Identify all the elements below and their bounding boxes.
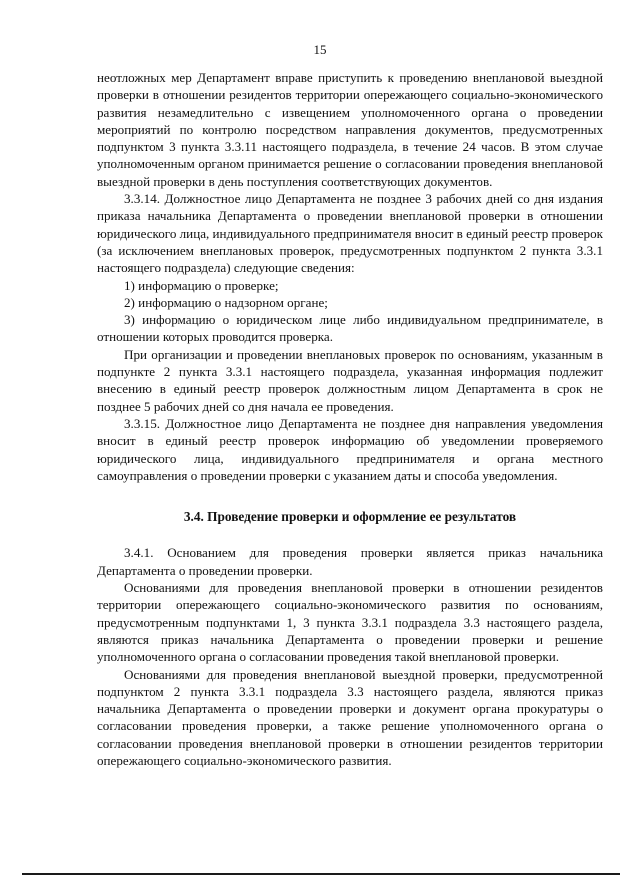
paragraph-3-3-15: 3.3.15. Должностное лицо Департамента не позднее дня направления уведомления вносит в единый реестр проверок информацию об уведомлении проверяемого юридического лица, индивидуального предпринимателя и органа местного самоуправления о проведении проверки с указанием даты и способа уведомления. xyxy=(97,415,603,483)
page-number: 15 xyxy=(313,42,327,57)
paragraph-3-3-14: 3.3.14. Должностное лицо Департамента не позднее 3 рабочих дней со дня издания приказа начальника Департамента о проведении внеплановой проверки в отношении юридического лица, индивидуального предпринимателя вносит в единый реестр проверок (за исключением внеплановых проверок, предусмотренных подпунктом 2 пункта 3.3.1 настоящего подраздела) следующие сведения: xyxy=(97,191,603,276)
paragraph-continuation: неотложных мер Департамент вправе приступить к проведению внеплановой выездной проверки в отношении резидентов территории опережающего социально-экономического развития незамедлительно с извещением уполномоченного органа о проведении мероприятий по контролю посредством направления документов, предусмотренных подпунктом 3 пункта 3.3.11 настоящего подраздела, в течение 24 часов. В этом случае уполномоченным органом принимается решение о согласовании проведения внеплановой выездной проверки в день поступления соответствующих документов. xyxy=(97,70,603,189)
section-heading: 3.4. Проведение проверки и оформление ее результатов xyxy=(183,509,517,525)
document-body xyxy=(97,69,603,769)
paragraph-3-4-1: 3.4.1. Основанием для проведения проверки является приказ начальника Департамента о проведении проверки. xyxy=(97,545,603,578)
paragraph-unscheduled-checks: При организации и проведении внеплановых проверок по основаниям, указанным в подпункте 2 пункта 3.3.1 настоящего подраздела, указанная информация подлежит внесению в единый реестр проверок должностным лицом Департамента в срок не позднее 5 рабочих дней со дня начала ее проведения. xyxy=(97,346,603,414)
list-item-2: 2) информацию о надзорном органе; xyxy=(124,294,328,310)
paragraph-grounds-residents: Основаниями для проведения внеплановой проверки в отношении резидентов территории опережающего социально-экономического развития по основаниям, предусмотренным подпунктами 1, 3 пункта 3.3.1 подраздела 3.3 настоящего раздела, являются приказ начальника Департамента о проведении проверки и решение уполномоченного органа о согласовании проведения такой внеплановой проверки. xyxy=(97,580,603,665)
footer-rule xyxy=(22,873,620,875)
list-item-1: 1) информацию о проверке; xyxy=(124,277,279,293)
paragraph-grounds-prosecutor: Основаниями для проведения внеплановой выездной проверки, предусмотренной подпунктом 2 пункта 3.3.1 подраздела 3.3 настоящего раздела, являются приказ начальника Департамента о проведении проверки и документ органа прокуратуры о согласовании проведения проверки, а также решение уполномоченного органа о согласовании проведения внеплановой проверки в отношении резидентов территории опережающего социально-экономического развития. xyxy=(97,666,603,768)
list-item-3: 3) информацию о юридическом лице либо индивидуальном предпринимателе, в отношении которых проводится проверка. xyxy=(97,312,603,345)
